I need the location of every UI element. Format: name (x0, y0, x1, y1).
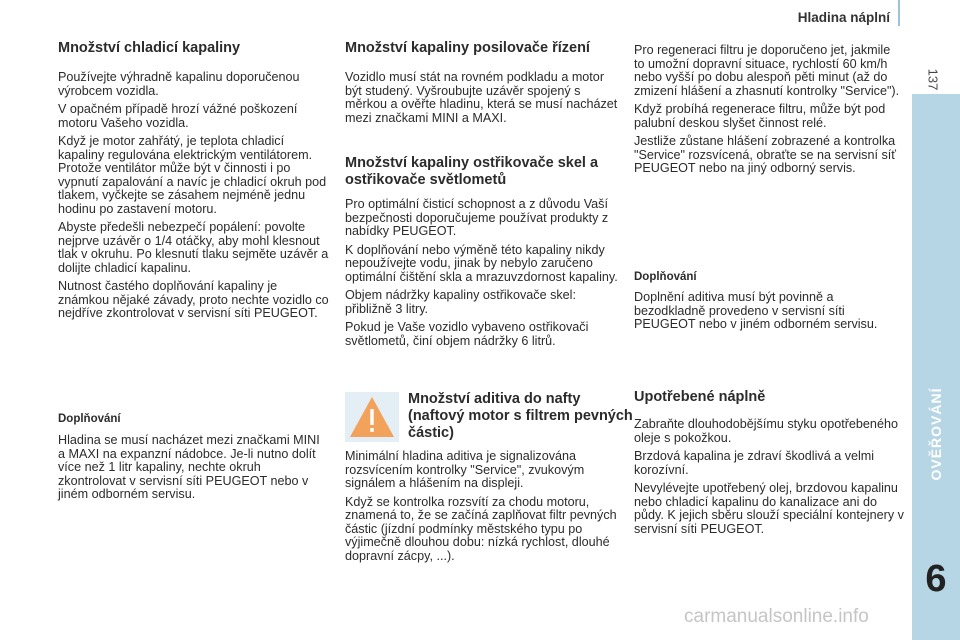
coolant-refill-heading: Doplňování (58, 413, 121, 425)
additive-heading: Množství aditiva do nafty (naftový motor s filtrem pevných částic) (408, 391, 633, 441)
coolant-paragraph: V opačném případě hrozí vážné poškození motoru Vašeho vozidla. (58, 102, 298, 130)
chapter-number: 6 (925, 558, 947, 600)
used-fluids-section (634, 389, 904, 536)
warning-box (345, 392, 399, 442)
washer-heading: Množství kapaliny ostřikovače skel a ostřikovače světlometů (345, 155, 599, 188)
column-1 (58, 40, 330, 321)
washer-section (345, 155, 620, 348)
page-number: 137 (925, 68, 941, 91)
used-fluids-paragraph: Zabraňte dlouhodobějšímu styku opotřebeného oleje s pokožkou. (634, 417, 898, 445)
page-title: Hladina náplní (797, 10, 890, 25)
additive-refill-section (634, 270, 904, 332)
additive-refill-heading: Doplňování (634, 271, 697, 283)
warning-triangle-icon (345, 392, 399, 442)
used-fluids-paragraph: Brzdová kapalina je zdraví škodlivá a velmi korozívní. (634, 449, 875, 477)
coolant-refill-paragraph: Hladina se musí nacházet mezi značkami MINI a MAXI na expanzní nádobce. Je-li nutno dolít více než 1 litr kapaliny, nechte okruh zkontrolovat v servisní síti PEUGEOT nebo v jiném odborném servisu. (58, 433, 320, 501)
additive-paragraph: Když se kontrolka rozsvítí za chodu motoru, znamená to, že se začíná zaplňovat filtr pevných částic (jízdní podmínky městského typu po výjimečně dlouhou dobu: nízká rychlost, dlouhé dopravní zácpy, ...). (345, 494, 617, 563)
coolant-paragraph: Když je motor zahřátý, je teplota chladicí kapaliny regulována elektrickým ventilátorem. Protože ventilátor může být v činnosti i po vypnutí zapalování a navíc je chladicí okruh pod tlakem, vyčkejte se zásahem nejméně jednu hodinu po zastavení motoru. (58, 134, 327, 216)
coolant-heading: Množství chladicí kapaliny (58, 40, 241, 56)
washer-paragraph: Objem nádržky kapaliny ostřikovače skel: přibližně 3 litry. (345, 288, 576, 316)
washer-paragraph: Pokud je Vaše vozidlo vybaveno ostřikovači světlometů, činí objem nádržky 6 litrů. (345, 320, 589, 348)
coolant-paragraph: Používejte výhradně kapalinu doporučenou výrobcem vozidla. (58, 70, 300, 98)
used-fluids-heading: Upotřebené náplně (634, 389, 766, 405)
coolant-refill-section (58, 412, 330, 502)
column-2 (345, 40, 620, 125)
power-steering-paragraph: Vozidlo musí stát na rovném podkladu a motor být studený. Vyšroubujte uzávěr spojený s měrkou a ověřte hladinu, která se musí nacházet mezi značkami MINI a MAXI. (345, 70, 618, 125)
watermark: carmanualsonline.info (684, 606, 869, 627)
washer-paragraph: Pro optimální čisticí schopnost a z důvodu Vaší bezpečnosti doporučujeme používat produkty z nabídky PEUGEOT. (345, 197, 609, 238)
regeneration-paragraph: Jestliže zůstane hlášení zobrazené a kontrolka "Service" rozsvícená, obraťte se na servisní síť PEUGEOT nebo na jiný odborný servis. (634, 134, 896, 175)
header-rule (898, 0, 900, 26)
washer-paragraph: K doplňování nebo výměně této kapaliny nikdy nepoužívejte vodu, jinak by nebylo zaručeno optimální čištění skla a mrazuvzdornost kapaliny. (345, 242, 618, 284)
coolant-paragraph: Nutnost častého doplňování kapaliny je známkou nějaké závady, proto nechte vozidlo co nejdříve zkontrolovat v servisní síti PEUGEOT. (58, 279, 329, 320)
additive-paragraph: Minimální hladina aditiva je signalizována rozsvícením kontrolky "Service", zvukovým signálem a hlášením na displeji. (345, 449, 585, 490)
chapter-label: OVĚŘOVÁNÍ (928, 387, 944, 481)
additive-refill-paragraph: Doplnění aditiva musí být povinně a bezodkladně provedeno v servisní síti PEUGEOT nebo v jiném odborném servisu. (634, 290, 878, 331)
additive-section (345, 450, 620, 563)
regeneration-paragraph: Pro regeneraci filtru je doporučeno jet, jakmile to umožní dopravní situace, rychlostí 60 km/h nebo vyšší po dobu alespoň pěti minut (až do zmizení hlášení a zhasnutí kontrolky "Service"). (634, 43, 900, 98)
regeneration-paragraph: Když probíhá regenerace filtru, může být pod palubní deskou slyšet činnost relé. (634, 102, 886, 130)
used-fluids-paragraph: Nevylévejte upotřebený olej, brzdovou kapalinu nebo chladicí kapalinu do kanalizace ani do půdy. K jejich sběru slouží speciální kontejnery v servisní síti PEUGEOT. (634, 481, 904, 536)
column-3 (634, 44, 904, 176)
power-steering-heading: Množství kapaliny posilovače řízení (345, 40, 590, 56)
additive-heading-wrap (408, 391, 633, 442)
coolant-paragraph: Abyste předešli nebezpečí popálení: povolte nejprve uzávěr o 1/4 otáčky, aby mohl klesnout tlak v okruhu. Po klesnutí tlaku sejměte uzávěr a dolijte chladicí kapalinu. (58, 220, 329, 275)
